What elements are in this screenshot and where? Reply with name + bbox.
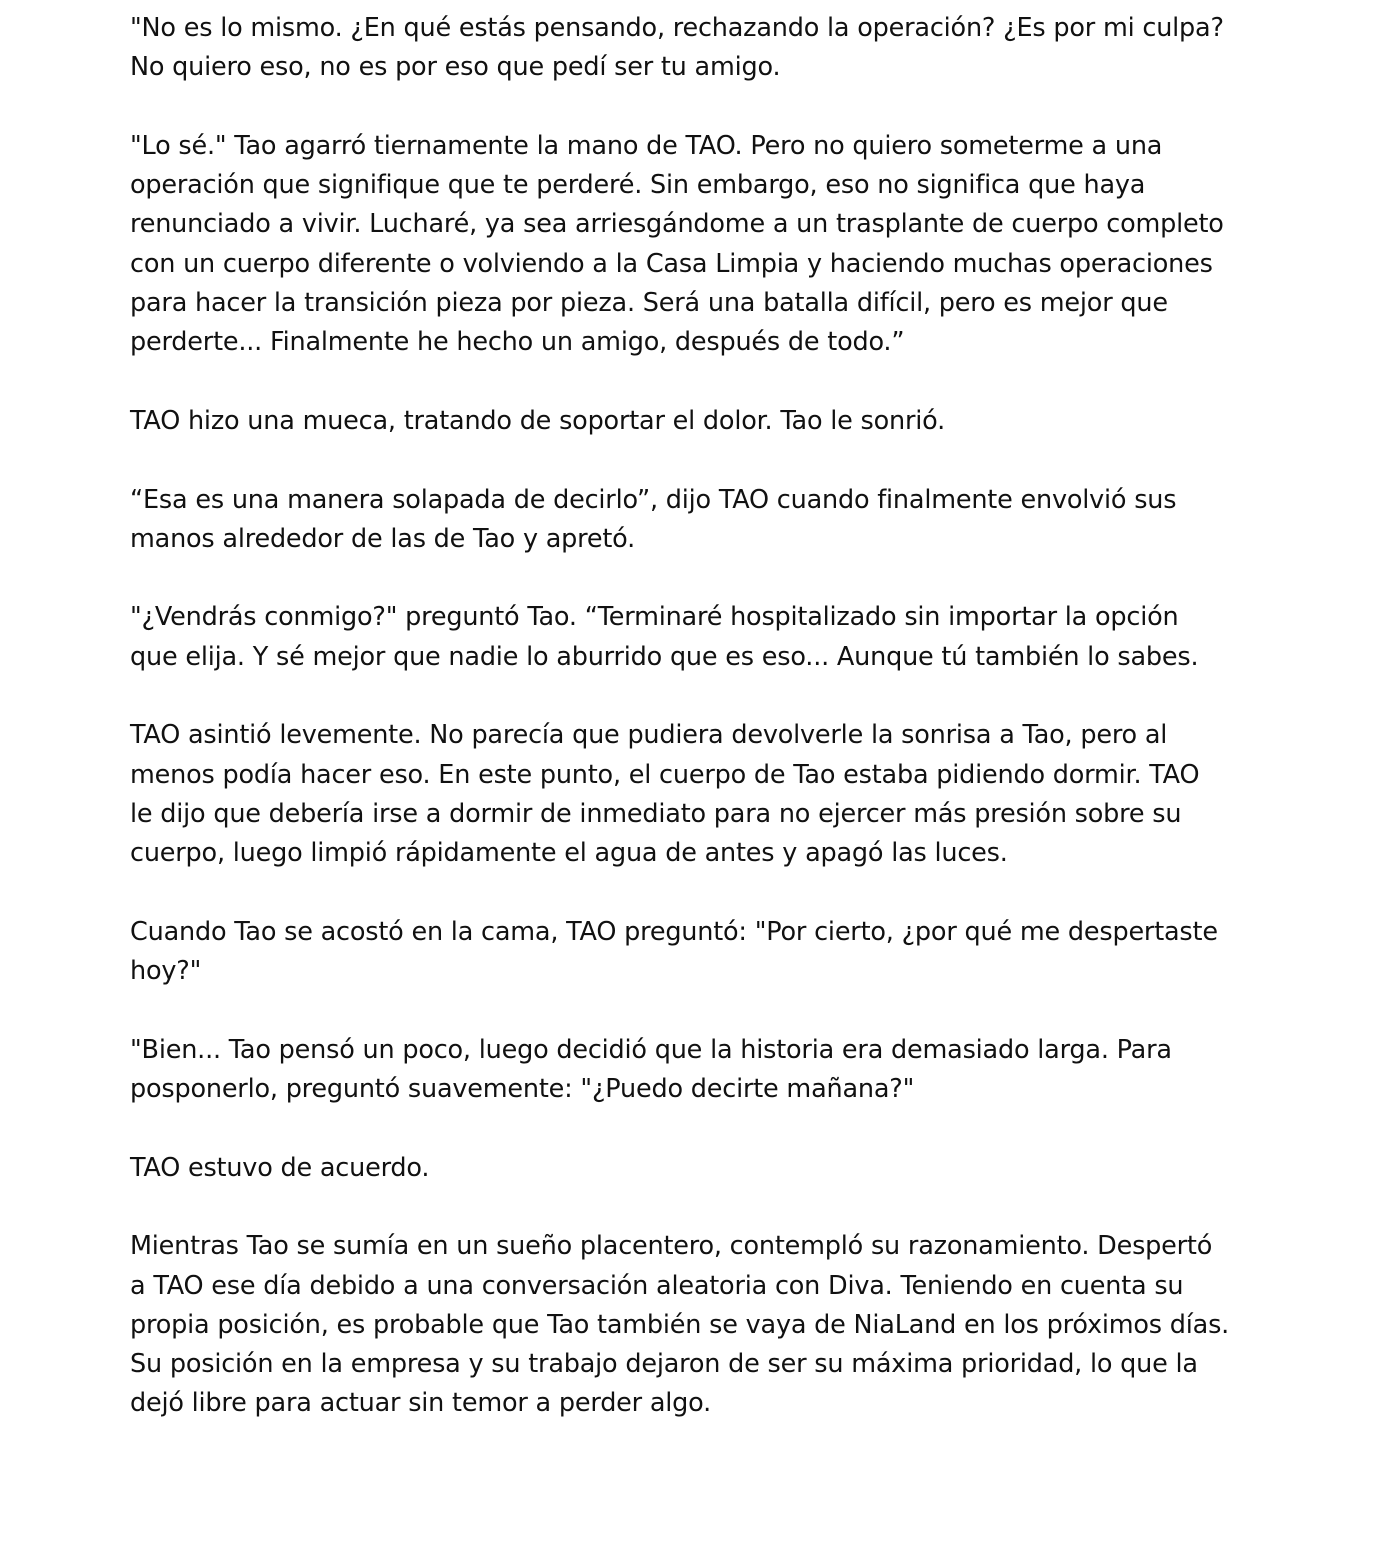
text-line: manos alrededor de las de Tao y apretó.	[130, 523, 636, 554]
paragraph-7	[130, 913, 1280, 992]
text-line: cuerpo, luego limpió rápidamente el agua de antes y apagó las luces.	[130, 838, 1008, 869]
paragraph-2	[130, 127, 1280, 363]
text-line: dejó libre para actuar sin temor a perder algo.	[130, 1388, 712, 1419]
text-line: con un cuerpo diferente o volviendo a la Casa Limpia y haciendo muchas operaciones	[130, 248, 1213, 279]
text-line: hoy?"	[130, 956, 202, 987]
text-line: le dijo que debería irse a dormir de inmediato para no ejercer más presión sobre su	[130, 798, 1182, 829]
paragraph-10	[130, 1227, 1280, 1423]
text-line: a TAO ese día debido a una conversación aleatoria con Diva. Teniendo en cuenta su	[130, 1270, 1184, 1301]
text-line: No quiero eso, no es por eso que pedí ser tu amigo.	[130, 52, 781, 83]
text-line: posponerlo, preguntó suavemente: "¿Puedo decirte mañana?"	[130, 1074, 915, 1105]
text-line: Mientras Tao se sumía en un sueño placentero, contempló su razonamiento. Despertó	[130, 1231, 1213, 1262]
text-line: Cuando Tao se acostó en la cama, TAO preguntó: "Por cierto, ¿por qué me despertaste	[130, 916, 1218, 947]
text-line: que elija. Y sé mejor que nadie lo aburrido que es eso... Aunque tú también lo sabes.	[130, 641, 1199, 672]
text-line: propia posición, es probable que Tao también se vaya de NiaLand en los próximos días.	[130, 1309, 1230, 1340]
text-line: TAO asintió levemente. No parecía que pudiera devolverle la sonrisa a Tao, pero al	[130, 720, 1168, 751]
document-body	[130, 9, 1280, 1463]
text-line: renunciado a vivir. Lucharé, ya sea arriesgándome a un trasplante de cuerpo completo	[130, 209, 1224, 240]
text-line: menos podía hacer eso. En este punto, el cuerpo de Tao estaba pidiendo dormir. TAO	[130, 759, 1200, 790]
paragraph-8	[130, 1031, 1280, 1110]
paragraph-9	[130, 1149, 1280, 1188]
text-line: operación que signifique que te perderé. Sin embargo, eso no significa que haya	[130, 170, 1146, 201]
text-line: perderte... Finalmente he hecho un amigo, después de todo.”	[130, 327, 905, 358]
text-line: "Lo sé." Tao agarró tiernamente la mano de TAO. Pero no quiero someterme a una	[130, 130, 1163, 161]
text-line: “Esa es una manera solapada de decirlo”, dijo TAO cuando finalmente envolvió sus	[130, 484, 1177, 515]
text-line: "¿Vendrás conmigo?" preguntó Tao. “Terminaré hospitalizado sin importar la opción	[130, 602, 1179, 633]
paragraph-6	[130, 716, 1280, 873]
text-line: "No es lo mismo. ¿En qué estás pensando, rechazando la operación? ¿Es por mi culpa?	[130, 13, 1224, 43]
text-line: Su posición en la empresa y su trabajo dejaron de ser su máxima prioridad, lo que la	[130, 1349, 1198, 1380]
paragraph-3	[130, 402, 1280, 441]
text-line: TAO estuvo de acuerdo.	[130, 1152, 430, 1183]
text-line: "Bien... Tao pensó un poco, luego decidió que la historia era demasiado larga. Para	[130, 1034, 1172, 1065]
text-line: para hacer la transición pieza por pieza. Será una batalla difícil, pero es mejor que	[130, 288, 1168, 319]
paragraph-1	[130, 9, 1280, 88]
text-line: TAO hizo una mueca, tratando de soportar el dolor. Tao le sonrió.	[130, 405, 946, 436]
paragraph-5	[130, 598, 1280, 677]
paragraph-4	[130, 481, 1280, 560]
